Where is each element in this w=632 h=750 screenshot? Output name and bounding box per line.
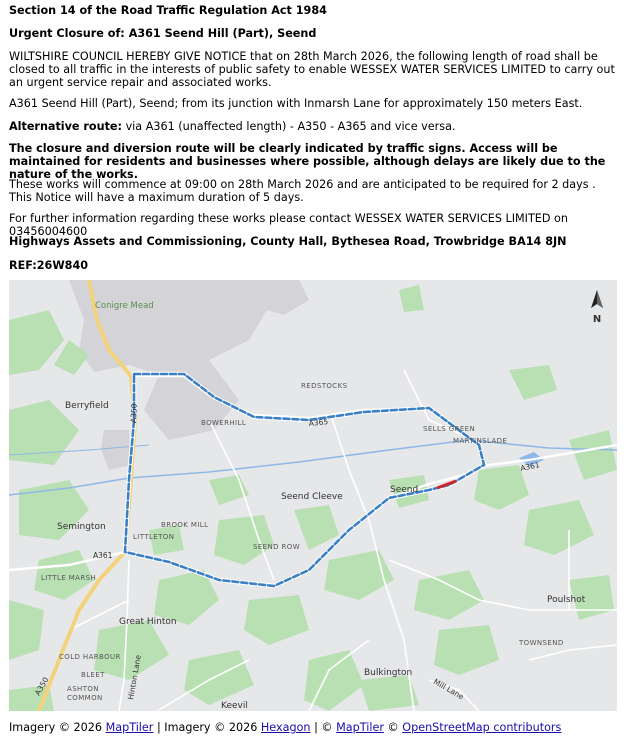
closure-title [9, 27, 621, 40]
place-seend: Seend [390, 485, 419, 495]
maptiler-link-1[interactable]: MapTiler [105, 721, 154, 734]
place-bulkington: Bulkington [364, 668, 413, 678]
place-little-marsh: LITTLE MARSH [41, 574, 97, 582]
place-martinslade: MARTINSLADE [453, 437, 508, 445]
maptiler-link-2[interactable]: MapTiler [336, 721, 384, 734]
closure-prefix: Urgent Closure of: [9, 27, 125, 40]
signage-note: The closure and diversion route will be clearly indicated by traffic signs. Access will be maintained for residents and businesses where possible, although delays are likely due to the nature of the works. [9, 142, 606, 181]
notice-heading: Section 14 of the Road Traffic Regulation Act 1984 [9, 4, 327, 17]
road-mill-lane: Mill Lane [432, 676, 466, 702]
road-a361-west: A361 [93, 551, 113, 560]
place-poulshot: Poulshot [547, 595, 586, 605]
place-ashton-common: ASHTON COMMON [67, 685, 103, 702]
attr-sep-2: | © [314, 721, 333, 734]
closure-map[interactable] [9, 280, 617, 711]
map-attribution [9, 721, 561, 734]
attr-sep-1: | Imagery © 2026 [156, 721, 258, 734]
place-bleet: BLEET [81, 671, 105, 679]
place-townsend: TOWNSEND [519, 639, 564, 647]
north-label: N [592, 314, 602, 325]
address: Highways Assets and Commissioning, County Hall, Bythesea Road, Trowbridge BA14 8JN [9, 235, 567, 248]
map-canvas [9, 280, 617, 711]
alt-route-label: Alternative route: [9, 120, 122, 133]
place-cold-harbour: COLD HARBOUR [59, 653, 121, 661]
contact-note: For further information regarding these works please contact WESSEX WATER SERVICES LIMITED on 03456004600 [9, 212, 568, 238]
place-keevil: Keevil [221, 701, 248, 711]
osm-link[interactable]: OpenStreetMap contributors [402, 721, 562, 734]
place-redstocks: REDSTOCKS [301, 382, 348, 390]
hexagon-link[interactable]: Hexagon [260, 721, 311, 734]
alt-route-text: via A361 (unaffected length) - A350 - A365 and vice versa. [125, 120, 456, 133]
road-a350-south: A350 [32, 675, 51, 697]
place-seend-cleeve: Seend Cleeve [281, 492, 343, 502]
road-a361-east: A361 [519, 460, 541, 473]
place-bowerhill: BOWERHILL [201, 419, 247, 427]
place-littleton: LITTLETON [133, 533, 175, 541]
road-a350-north: A350 [129, 403, 139, 424]
road-a365: A365 [308, 417, 329, 428]
attr-sep-3: © [387, 721, 399, 734]
place-sells-green: SELLS GREEN [423, 425, 476, 433]
place-semington: Semington [57, 522, 106, 532]
notice-intro: WILTSHIRE COUNCIL HEREBY GIVE NOTICE that on 28th March 2026, the following length of road shall be closed to all traffic in the interests of public safety to enable WESSEX WATER SERVICES LIMITED to carry out an urgent service repair and associated works. [9, 50, 615, 89]
alternative-route [9, 120, 621, 133]
place-conigre-mead: Conigre Mead [95, 301, 154, 311]
reference: REF:26W840 [9, 259, 89, 272]
timing-note: These works will commence at 09:00 on 28th March 2026 and are anticipated to be required for 2 days . This Notice will have a maximum duration of 5 days. [9, 178, 596, 204]
attr-imagery-1: Imagery © 2026 [9, 721, 103, 734]
road-hinton-lane: Hinton Lane [126, 654, 143, 701]
place-seend-row: SEEND ROW [253, 543, 301, 551]
place-brook-mill: BROOK MILL [161, 521, 209, 529]
closure-road: A361 Seend Hill (Part), Seend [128, 27, 317, 40]
place-great-hinton: Great Hinton [119, 617, 177, 627]
closure-location: A361 Seend Hill (Part), Seend; from its junction with Inmarsh Lane for approximately 150 meters East. [9, 97, 583, 110]
place-berryfield: Berryfield [65, 401, 109, 411]
